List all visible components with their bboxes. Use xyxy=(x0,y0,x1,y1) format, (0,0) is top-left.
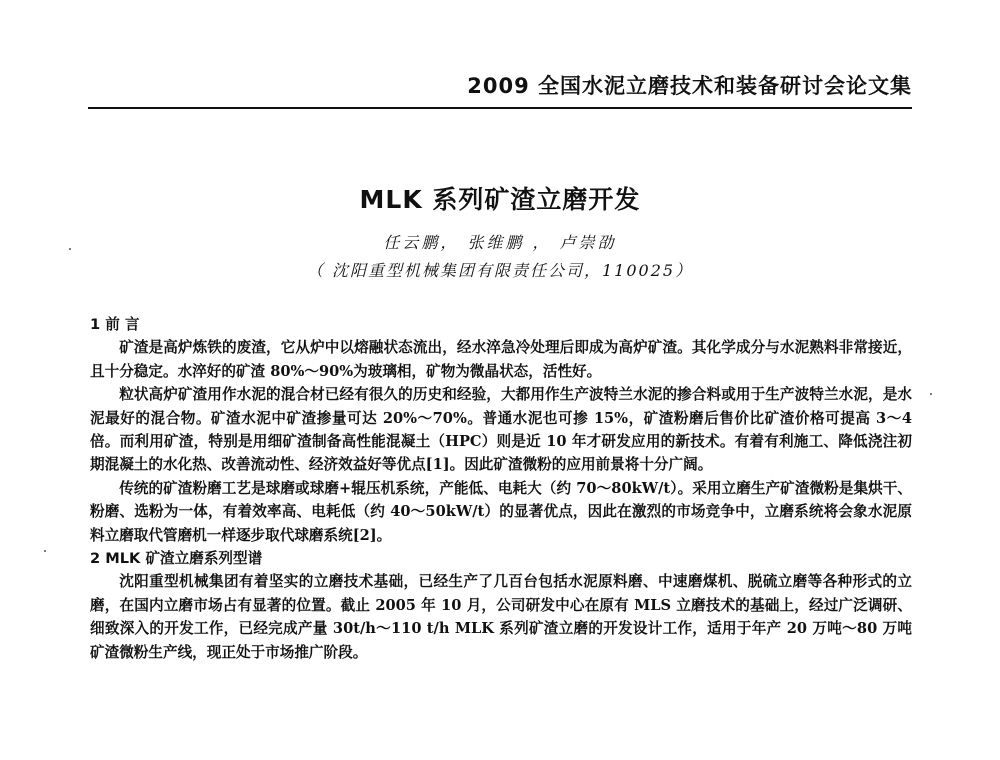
paragraph: 粒状高炉矿渣用作水泥的混合材已经有很久的历史和经验，大都用作生产波特兰水泥的掺合料或用于生产波特兰水泥，是水泥最好的混合物。矿渣水泥中矿渣掺量可达 20%～70%。普通水泥也可掺 15%，矿渣粉磨后售价比矿渣价格可提高 3～4 倍。而利用矿渣，特别是用细矿渣制备高性能混凝土（HPC）则是近 10 年才研发应用的新技术。有着有利施工、降低浇注初期混凝土的水化热、改善流动性、经济效益好等优点[1]。因此矿渣微粉的应用前景将十分广阔。 xyxy=(90,386,912,474)
article-title: MLK 系列矿渣立磨开发 xyxy=(359,185,641,214)
section-mlk-series xyxy=(90,547,912,664)
running-head-title: 2009 全国水泥立磨技术和装备研讨会论文集 xyxy=(467,74,912,98)
article-affiliation: （ 沈阳重型机械集团有限责任公司，110025） xyxy=(306,261,694,280)
section-introduction xyxy=(90,313,912,547)
scan-speck xyxy=(930,393,932,395)
section-heading: 2 MLK 矿渣立磨系列型谱 xyxy=(90,550,263,568)
section-heading: 1 前 言 xyxy=(90,316,140,333)
article-authors: 任云鹏， 张维鹏 ， 卢崇劭 xyxy=(383,233,617,252)
paragraph: 矿渣是高炉炼铁的废渣，它从炉中以熔融状态流出，经水淬急冷处理后即成为高炉矿渣。其化学成分与水泥熟料非常接近，且十分稳定。水淬好的矿渣 80%～90%为玻璃相，矿物为微晶状态，活性好。 xyxy=(90,339,912,380)
article-body xyxy=(90,313,912,664)
paragraph: 沈阳重型机械集团有着坚实的立磨技术基础，已经生产了几百台包括水泥原料磨、中速磨煤机、脱硫立磨等各种形式的立磨，在国内立磨市场占有显著的位置。截止 2005 年 10 月，公司研发中心在原有 MLS 立磨技术的基础上，经过广泛调研、细致深入的开发工作，已经完成产量 30t/h～110 t/h MLK 系列矿渣立磨的开发设计工作，适用于年产 20 万吨～80 万吨矿渣微粉生产线，现正处于市场推广阶段。 xyxy=(90,573,912,661)
header-rule xyxy=(88,107,912,109)
scan-speck xyxy=(44,550,46,552)
paragraph: 传统的矿渣粉磨工艺是球磨或球磨+辊压机系统，产能低、电耗大（约 70～80kW/t）。采用立磨生产矿渣微粉是集烘干、粉磨、选粉为一体，有着效率高、电耗低（约 40～50kW/t）的显著优点，因此在激烈的市场竞争中，立磨系统将会象水泥原料立磨取代管磨机一样逐步取代球磨系统[2]。 xyxy=(90,479,912,544)
